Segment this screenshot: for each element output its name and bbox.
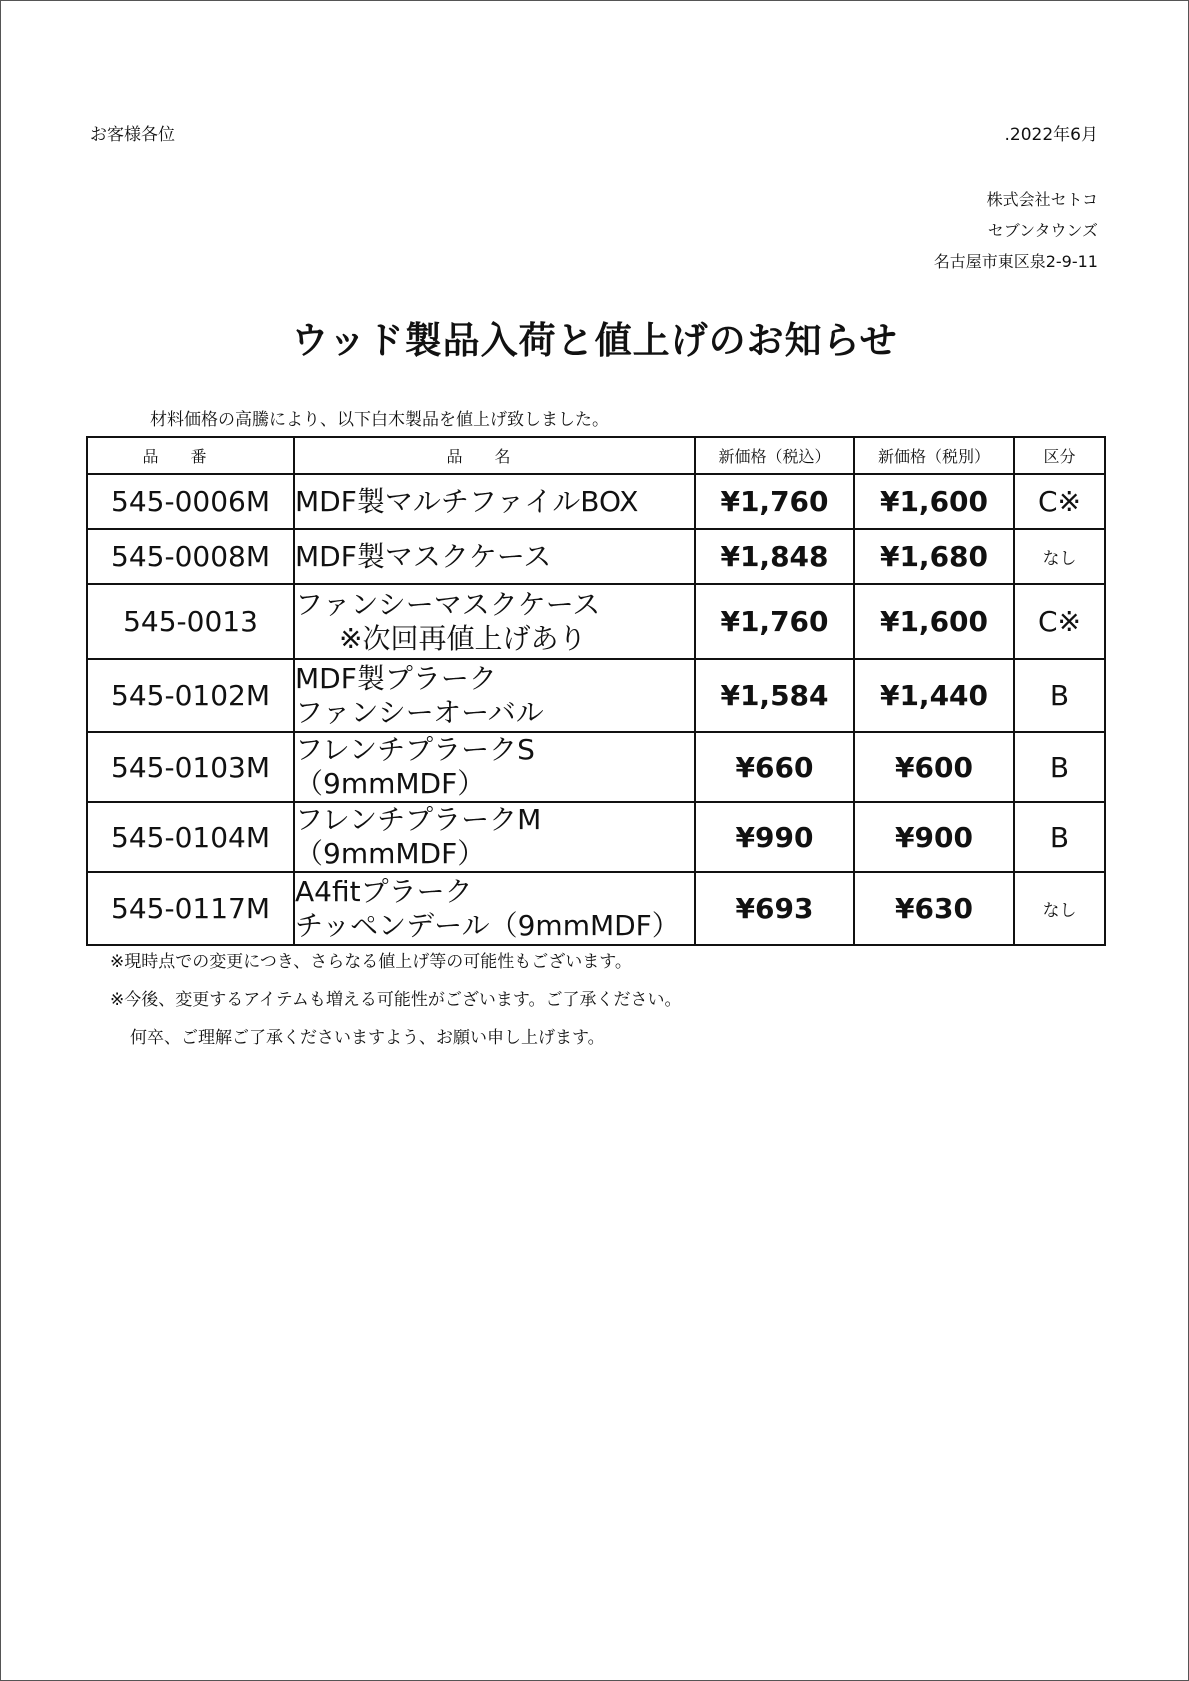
table-row [87, 529, 1105, 584]
price-tax-in: ¥1,848 [695, 529, 854, 584]
category: なし [1014, 872, 1105, 945]
header-price-tax-in: 新価格（税込） [695, 437, 854, 474]
category: C※ [1014, 584, 1105, 659]
price-tax-in: ¥990 [695, 802, 854, 872]
product-name: MDF製プラーク ファンシーオーバル [294, 659, 695, 732]
price-tax-ex: ¥1,440 [854, 659, 1014, 732]
price-tax-ex: ¥1,600 [854, 474, 1014, 529]
product-name: フレンチプラークS（9mmMDF） [294, 732, 695, 802]
price-tax-ex: ¥1,680 [854, 529, 1014, 584]
product-code: 545-0008M [87, 529, 294, 584]
price-tax-ex: ¥900 [854, 802, 1014, 872]
note-price-change: ※現時点での変更につき、さらなる値上げ等の可能性もございます。 [110, 952, 632, 972]
product-name-line2: ファンシーオーバル [295, 695, 544, 729]
product-code: 545-0102M [87, 659, 294, 732]
sender-address: 名古屋市東区泉2-9-11 [933, 252, 1098, 271]
product-code: 545-0103M [87, 732, 294, 802]
product-name-line2: チッペンデール（9mmMDF） [295, 908, 680, 942]
product-code: 545-0013 [87, 584, 294, 659]
category: B [1014, 802, 1105, 872]
price-table [86, 436, 1106, 946]
notes [110, 943, 682, 1057]
product-name: フレンチプラークM（9mmMDF） [294, 802, 695, 872]
product-name: ファンシーマスクケース ※次回再値上げあり [294, 584, 695, 659]
product-code: 545-0104M [87, 802, 294, 872]
table-row [87, 732, 1105, 802]
price-tax-in: ¥1,584 [695, 659, 854, 732]
price-tax-in: ¥1,760 [695, 474, 854, 529]
recipient: お客様各位 [90, 125, 175, 145]
price-tax-ex: ¥600 [854, 732, 1014, 802]
issue-date: .2022年6月 [1004, 125, 1098, 145]
product-name: A4fitプラーク チッペンデール（9mmMDF） [294, 872, 695, 945]
price-tax-in: ¥693 [695, 872, 854, 945]
intro-text: 材料価格の高騰により、以下白木製品を値上げ致しました。 [150, 410, 609, 430]
note-more-items: ※今後、変更するアイテムも増える可能性がございます。ご了承ください。 [110, 990, 682, 1010]
product-code: 545-0117M [87, 872, 294, 945]
price-tax-in: ¥1,760 [695, 584, 854, 659]
price-tax-ex: ¥630 [854, 872, 1014, 945]
product-name: MDF製マルチファイルBOX [294, 474, 695, 529]
table-row [87, 474, 1105, 529]
category: B [1014, 659, 1105, 732]
table-row [87, 802, 1105, 872]
header-category: 区分 [1014, 437, 1105, 474]
category: B [1014, 732, 1105, 802]
price-tax-in: ¥660 [695, 732, 854, 802]
table-header-row [87, 437, 1105, 474]
category: C※ [1014, 474, 1105, 529]
header-code: 品番 [87, 437, 294, 474]
page-title: ウッド製品入荷と値上げのお知らせ [291, 319, 898, 362]
table-row [87, 659, 1105, 732]
product-note: ※次回再値上げあり [339, 621, 587, 655]
price-tax-ex: ¥1,600 [854, 584, 1014, 659]
category: なし [1014, 529, 1105, 584]
header-name: 品名 [294, 437, 695, 474]
table-row [87, 872, 1105, 945]
sender-block [934, 184, 1098, 277]
closing-remark: 何卒、ご理解ご了承くださいますよう、お願い申し上げます。 [130, 1028, 605, 1048]
product-name: MDF製マスクケース [294, 529, 695, 584]
sender-brand: セブンタウンズ [987, 221, 1098, 240]
sender-company: 株式会社セトコ [986, 190, 1098, 209]
table-row [87, 584, 1105, 659]
product-code: 545-0006M [87, 474, 294, 529]
header-price-tax-ex: 新価格（税別） [854, 437, 1014, 474]
